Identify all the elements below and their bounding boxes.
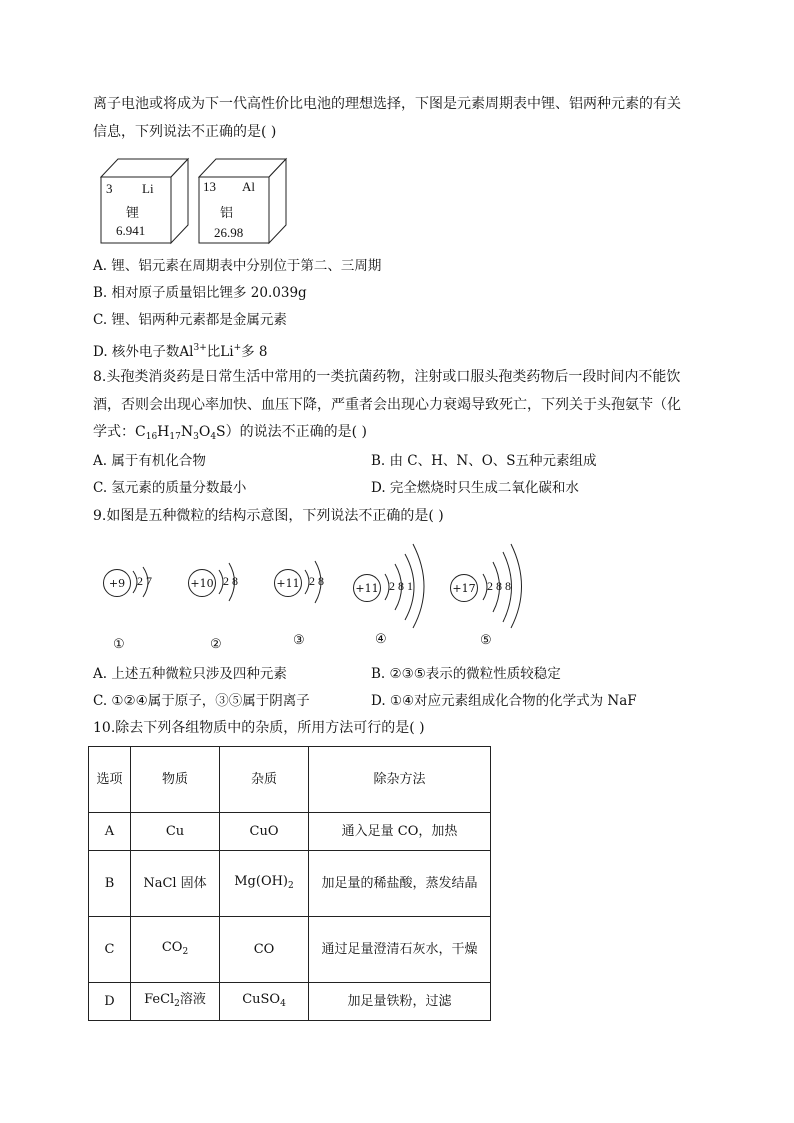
cell-substance: [131, 917, 220, 983]
cell-method: 加足量的稀盐酸，蒸发结晶: [309, 851, 491, 917]
header-option: 选项: [89, 747, 131, 813]
particle-diagram-2: [188, 545, 268, 620]
option-d-text: 比Li: [206, 344, 234, 360]
element-symbol: Li: [142, 181, 154, 196]
particle-label-3: ③: [293, 633, 305, 648]
table-row: [89, 813, 491, 851]
electron-config: 2 7: [137, 574, 152, 588]
nucleus: +11: [353, 574, 381, 602]
electron-config: 2 8 8: [487, 579, 511, 593]
subscript: 4: [280, 998, 286, 1009]
element-card-al: [198, 157, 288, 245]
option-d-text: D. 核外电子数Al: [93, 344, 194, 360]
cell-substance: [131, 983, 220, 1021]
subscript: 4: [210, 432, 217, 442]
q7-option-d: [93, 338, 268, 362]
cell-method: 通过足量澄清石灰水，干燥: [309, 917, 491, 983]
text: N: [180, 424, 194, 440]
particle-label-1: ①: [113, 637, 125, 652]
q7-stem-line2: 信息，下列说法不正确的是( ): [93, 124, 277, 140]
q8-option-c: C. 氢元素的质量分数最小: [93, 480, 247, 496]
nucleus: +9: [103, 569, 131, 597]
text: 学式：C: [93, 424, 146, 440]
cell-substance: Cu: [131, 813, 220, 851]
subscript: 16: [145, 432, 158, 442]
particle-label-2: ②: [210, 637, 222, 652]
text: H: [157, 424, 170, 440]
q7-option-c: C. 锂、铝两种元素都是金属元素: [93, 312, 287, 328]
charge: +: [233, 343, 242, 353]
cell-impurity: CuO: [220, 813, 309, 851]
nucleus: +11: [274, 569, 302, 597]
element-name: 锂: [126, 206, 140, 221]
cell-method: 加足量铁粉，过滤: [309, 983, 491, 1021]
atomic-number: 13: [203, 179, 216, 194]
q8-stem-line2: 酒，否则会出现心率加快、血压下降，严重者会出现心力衰竭导致死亡，下列关于头孢氨苄（化: [93, 397, 681, 413]
cell-substance: NaCl 固体: [131, 851, 220, 917]
q9-option-c: C. ①②④属于原子，③⑤属于阴离子: [93, 693, 310, 709]
cell-option: B: [89, 851, 131, 917]
particle-diagram-4: [353, 540, 443, 630]
electron-config: 2 8: [223, 574, 238, 588]
particle-diagram-1: [103, 545, 183, 620]
formula: FeCl: [144, 991, 175, 1007]
text: ）的说法不正确的是( ): [225, 424, 368, 440]
q7-stem-line1: 离子电池或将成为下一代高性价比电池的理想选择，下图是元素周期表中锂、铝两种元素的有关: [93, 96, 681, 112]
header-method: 除杂方法: [309, 747, 491, 813]
subscript: 2: [174, 998, 180, 1009]
cell-method: 通入足量 CO，加热: [309, 813, 491, 851]
cell-option: D: [89, 983, 131, 1021]
formula: Mg(OH): [234, 873, 289, 889]
cell-impurity: [220, 851, 309, 917]
q10-stem: 10.除去下列各组物质中的杂质，所用方法可行的是( ): [93, 720, 425, 736]
particle-label-5: ⑤: [480, 633, 492, 648]
particle-diagram-5: [450, 540, 540, 630]
q8-option-b: B. 由 C、H、N、O、S五种元素组成: [371, 453, 597, 469]
subscript: 3: [193, 432, 199, 442]
atomic-mass: 6.941: [116, 223, 146, 238]
formula: CO: [161, 939, 183, 955]
table-header-row: [89, 747, 491, 813]
nucleus: +17: [450, 574, 478, 602]
subscript: 2: [182, 946, 189, 957]
formula: CuSO: [242, 991, 281, 1007]
option-d-text: 多 8: [241, 344, 268, 360]
header-substance: 物质: [131, 747, 220, 813]
table-row: [89, 851, 491, 917]
particle-label-4: ④: [375, 632, 387, 647]
cell-option: A: [89, 813, 131, 851]
particle-diagram-3: [274, 545, 354, 620]
electron-config: 2 8 1: [389, 579, 413, 593]
nucleus: +10: [188, 569, 216, 597]
element-symbol: Al: [242, 179, 255, 194]
q9-option-a: A. 上述五种微粒只涉及四种元素: [93, 666, 287, 682]
q8-option-a: A. 属于有机化合物: [93, 453, 206, 469]
subscript: 17: [169, 432, 181, 442]
q7-option-a: A. 锂、铝元素在周期表中分别位于第二、三周期: [93, 258, 382, 274]
atomic-number: 3: [106, 181, 113, 196]
q8-stem-line1: 8.头孢类消炎药是日常生活中常用的一类抗菌药物，注射或口服头孢类药物后一段时间内不能饮: [93, 369, 681, 385]
cell-option: C: [89, 917, 131, 983]
header-impurity: 杂质: [220, 747, 309, 813]
q8-stem-line3: [93, 422, 367, 447]
text: O: [198, 424, 211, 440]
text: 溶液: [179, 991, 206, 1007]
q8-option-d: D. 完全燃烧时只生成二氧化碳和水: [371, 480, 579, 496]
q9-stem: 9.如图是五种微粒的结构示意图，下列说法不正确的是( ): [93, 508, 444, 524]
subscript: 2: [288, 880, 294, 891]
table-row: [89, 983, 491, 1021]
charge: 3+: [193, 343, 207, 353]
atomic-mass: 26.98: [214, 225, 244, 240]
element-card-li: [100, 157, 190, 245]
q7-option-b: B. 相对原子质量铝比锂多 20.039g: [93, 285, 307, 301]
cell-impurity: CO: [220, 917, 309, 983]
electron-config: 2 8: [309, 574, 324, 588]
impurity-removal-table: [88, 746, 491, 1021]
element-name: 铝: [220, 206, 234, 221]
q9-option-b: B. ②③⑤表示的微粒性质较稳定: [371, 666, 561, 682]
q9-option-d: D. ①④对应元素组成化合物的化学式为 NaF: [371, 693, 637, 709]
text: S: [216, 424, 226, 440]
table-row: [89, 917, 491, 983]
cell-impurity: [220, 983, 309, 1021]
